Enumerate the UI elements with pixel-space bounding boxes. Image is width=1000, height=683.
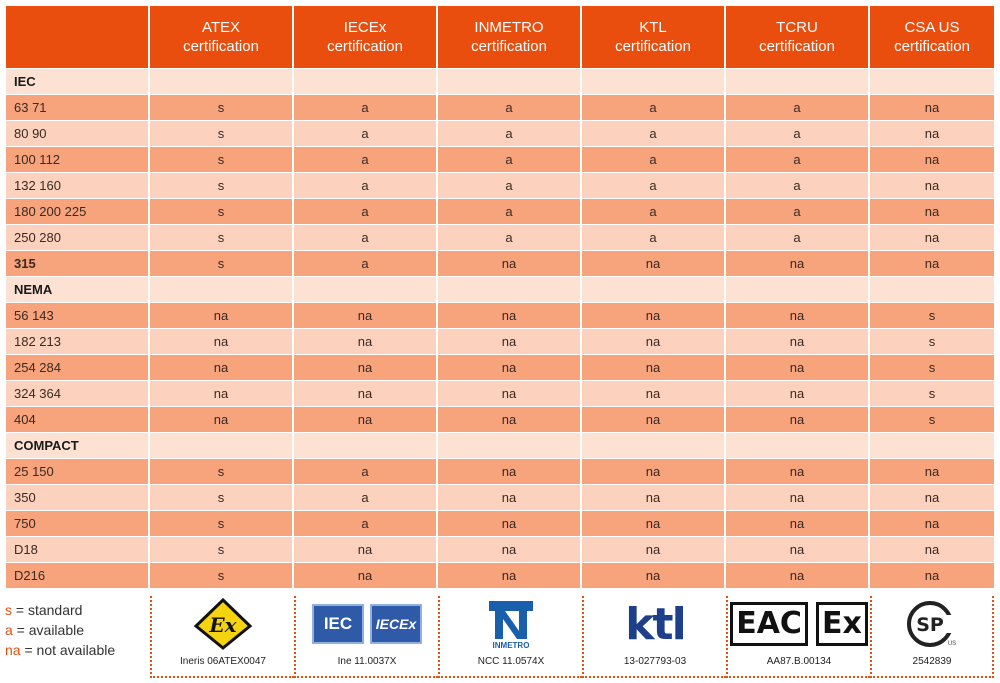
availability-cell [870,432,994,458]
availability-cell: a [438,94,582,120]
availability-cell: a [438,224,582,250]
availability-cell: na [582,328,726,354]
atex-certificate [150,596,294,678]
column-header-subtitle: certification [183,38,259,55]
availability-cell: na [870,484,994,510]
table-row [6,328,994,354]
availability-cell: na [438,562,582,588]
availability-cell [294,68,438,94]
availability-cell: s [150,458,294,484]
table-row [6,536,994,562]
availability-cell: s [150,94,294,120]
availability-cell: na [438,510,582,536]
availability-cell [582,432,726,458]
availability-cell: a [294,146,438,172]
frame-size-label: 180 200 225 [6,198,150,224]
iecex-certificate-number: Ine 11.0037X [337,656,397,667]
csa-us-mark: US [947,641,957,647]
availability-cell: na [726,484,870,510]
table-row [6,354,994,380]
frame-size-label: 324 364 [6,380,150,406]
frame-size-label: 250 280 [6,224,150,250]
table-row [6,484,994,510]
table-row [6,562,994,588]
atex-certificate-number: Ineris 06ATEX0047 [180,656,266,667]
section-label: NEMA [6,276,150,302]
availability-cell: na [150,406,294,432]
availability-cell: na [870,536,994,562]
availability-cell: na [726,510,870,536]
availability-cell: na [294,562,438,588]
table-row [6,120,994,146]
availability-cell: na [438,328,582,354]
availability-cell [150,68,294,94]
frame-size-label: 80 90 [6,120,150,146]
frame-size-label: 100 112 [6,146,150,172]
availability-cell [150,276,294,302]
availability-cell: na [726,250,870,276]
iec-iecex-icon [296,598,438,650]
availability-cell: a [726,198,870,224]
availability-cell: na [294,354,438,380]
column-header-subtitle: certification [894,38,970,55]
availability-cell [582,68,726,94]
section-row [6,432,994,458]
availability-cell: s [870,302,994,328]
inmetro-certificate-number: NCC 11.0574X [477,656,545,667]
column-header-title: KTL [639,19,667,36]
frame-size-label: 750 [6,510,150,536]
availability-cell: na [582,536,726,562]
availability-cell: na [870,510,994,536]
table-row [6,302,994,328]
availability-cell [726,276,870,302]
frame-size-label: 25 150 [6,458,150,484]
frame-size-label: 315 [6,250,150,276]
availability-cell: s [870,328,994,354]
availability-cell: a [726,172,870,198]
availability-cell [870,68,994,94]
availability-cell: a [294,172,438,198]
column-header [726,6,870,68]
availability-cell: s [150,120,294,146]
availability-cell: na [726,458,870,484]
column-header-subtitle: certification [615,38,691,55]
availability-cell: na [582,302,726,328]
atex-ex-mark: Ex [209,613,237,637]
section-label: COMPACT [6,432,150,458]
ktl-mark: ktl [625,598,685,650]
table-row [6,380,994,406]
eac-ex-icon [728,598,870,650]
availability-cell: a [294,94,438,120]
column-header [870,6,994,68]
availability-cell: na [582,458,726,484]
availability-cell: s [150,510,294,536]
column-header-title: TCRU [776,19,818,36]
csa-certificate [870,596,994,678]
csa-mark: SP [916,614,944,636]
availability-cell [294,432,438,458]
availability-cell: na [438,406,582,432]
frame-size-label: 56 143 [6,302,150,328]
availability-cell: na [150,380,294,406]
ktl-icon [584,598,726,650]
csa-certificate-number: 2542839 [912,656,952,667]
frame-size-label: 132 160 [6,172,150,198]
availability-cell [438,68,582,94]
table-row [6,172,994,198]
availability-cell: na [582,562,726,588]
availability-cell: na [294,328,438,354]
legend [5,600,115,660]
certification-table [6,6,994,588]
legend-item [5,600,115,620]
column-header-title: IECEx [343,19,387,36]
availability-cell: na [582,484,726,510]
availability-cell: na [150,328,294,354]
legend-text: = standard [12,602,83,618]
availability-cell: s [150,198,294,224]
legend-key: na [5,642,21,658]
availability-cell: na [582,250,726,276]
column-header-subtitle: certification [471,38,547,55]
ktl-certificate [582,596,726,678]
availability-cell: s [150,146,294,172]
availability-cell: s [870,406,994,432]
availability-cell: na [582,354,726,380]
column-header-title: INMETRO [474,19,544,36]
availability-cell: na [870,458,994,484]
column-header [150,6,294,68]
table-row [6,224,994,250]
availability-cell: na [438,354,582,380]
availability-cell [150,432,294,458]
availability-cell: a [582,94,726,120]
legend-key: a [5,622,13,638]
availability-cell: a [438,198,582,224]
availability-cell: na [294,380,438,406]
availability-cell: a [294,510,438,536]
iecex-mark: IECEx [370,604,422,644]
availability-cell: na [438,484,582,510]
availability-cell: a [294,484,438,510]
legend-key: s [5,602,12,618]
csa-icon [872,598,992,650]
column-header [438,6,582,68]
availability-cell: na [294,302,438,328]
column-header-subtitle: certification [759,38,835,55]
availability-cell [870,276,994,302]
availability-cell: a [582,146,726,172]
availability-cell: s [150,484,294,510]
column-header [294,6,438,68]
availability-cell: na [870,562,994,588]
availability-cell: na [726,536,870,562]
table-row [6,406,994,432]
availability-cell: na [726,302,870,328]
table-row [6,250,994,276]
availability-cell: a [582,198,726,224]
availability-cell: a [726,94,870,120]
table-row [6,458,994,484]
column-header [582,6,726,68]
header-corner [6,6,150,68]
iec-mark: IEC [312,604,364,644]
section-row [6,68,994,94]
certificates-footer [0,596,1000,683]
availability-cell: na [294,536,438,562]
availability-cell [294,276,438,302]
certification-table-container [6,6,994,588]
ex-mark: Ex [816,602,868,646]
availability-cell: s [150,224,294,250]
availability-cell: na [582,510,726,536]
availability-cell: na [726,354,870,380]
availability-cell: na [438,536,582,562]
table-body [6,68,994,588]
table-row [6,94,994,120]
atex-ex-icon [152,598,294,650]
availability-cell: s [150,250,294,276]
availability-cell: na [870,224,994,250]
availability-cell: na [870,172,994,198]
availability-cell: na [726,380,870,406]
availability-cell: na [582,380,726,406]
availability-cell: na [870,120,994,146]
frame-size-label: 63 71 [6,94,150,120]
availability-cell: na [726,328,870,354]
column-header-title: ATEX [201,19,241,36]
section-row [6,276,994,302]
availability-cell: a [582,224,726,250]
legend-text: = not available [20,642,116,658]
availability-cell: a [294,250,438,276]
availability-cell: a [438,172,582,198]
availability-cell [438,432,582,458]
availability-cell: s [150,562,294,588]
frame-size-label: 182 213 [6,328,150,354]
legend-text: = available [12,622,85,638]
inmetro-icon [440,598,582,650]
availability-cell: na [294,406,438,432]
availability-cell: na [150,302,294,328]
frame-size-label: D18 [6,536,150,562]
tcru-certificate [726,596,870,678]
availability-cell: s [870,380,994,406]
availability-cell: na [438,302,582,328]
legend-item [5,620,115,640]
ktl-certificate-number: 13-027793-03 [623,656,687,667]
availability-cell: a [294,458,438,484]
availability-cell: s [870,354,994,380]
inmetro-mark: INMETRO [492,641,530,649]
availability-cell: a [438,120,582,146]
availability-cell: s [150,536,294,562]
eac-mark: EAC [730,602,808,646]
availability-cell [726,68,870,94]
frame-size-label: 404 [6,406,150,432]
availability-cell: a [726,120,870,146]
availability-cell: a [294,120,438,146]
availability-cell: a [294,224,438,250]
availability-cell: na [870,94,994,120]
table-header-row [6,6,994,68]
availability-cell: na [438,380,582,406]
availability-cell: na [582,406,726,432]
availability-cell [438,276,582,302]
legend-item [5,640,115,660]
inmetro-certificate [438,596,582,678]
section-label: IEC [6,68,150,94]
availability-cell: na [726,562,870,588]
tcru-certificate-number: AA87.B.00134 [766,656,832,667]
availability-cell: na [438,458,582,484]
availability-cell [582,276,726,302]
availability-cell: na [726,406,870,432]
availability-cell: na [870,198,994,224]
availability-cell: a [582,172,726,198]
availability-cell: na [870,250,994,276]
availability-cell [726,432,870,458]
frame-size-label: 350 [6,484,150,510]
column-header-title: CSA US [904,19,960,36]
availability-cell: a [294,198,438,224]
column-header-subtitle: certification [327,38,403,55]
iecex-certificate [294,596,438,678]
table-row [6,146,994,172]
availability-cell: s [150,172,294,198]
table-row [6,198,994,224]
frame-size-label: D216 [6,562,150,588]
availability-cell: a [582,120,726,146]
availability-cell: a [726,224,870,250]
availability-cell: na [150,354,294,380]
availability-cell: na [438,250,582,276]
availability-cell: na [870,146,994,172]
availability-cell: a [438,146,582,172]
table-row [6,510,994,536]
frame-size-label: 254 284 [6,354,150,380]
availability-cell: a [726,146,870,172]
